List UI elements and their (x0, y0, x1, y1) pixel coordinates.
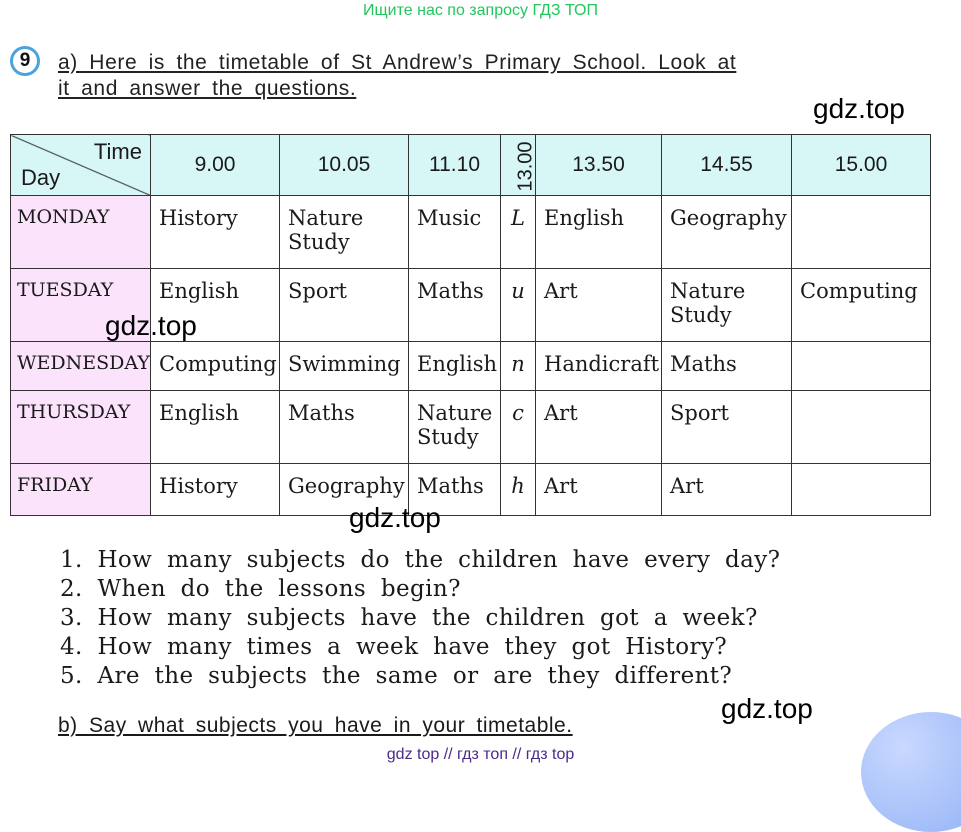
subject-cell (792, 342, 931, 391)
subject-cell: Art (536, 464, 662, 516)
subject-cell: Swimming (280, 342, 409, 391)
subject-cell: Maths (280, 391, 409, 464)
watermark: gdz.top (813, 93, 905, 124)
subject-cell: Nature Study (409, 391, 501, 464)
lunch-time-text: 13.00 (514, 140, 537, 192)
question-item: 4. How many times a week have they got History? (60, 634, 728, 660)
subject-cell: English (151, 269, 280, 342)
day-cell: THURSDAY (11, 391, 151, 464)
subject-cell: English (536, 196, 662, 269)
time-header: 14.55 (662, 135, 792, 196)
subject-cell: English (151, 391, 280, 464)
subject-cell: Computing (792, 269, 931, 342)
day-cell: WEDNESDAY (11, 342, 151, 391)
day-cell: FRIDAY (11, 464, 151, 516)
subject-cell: Maths (662, 342, 792, 391)
lunch-letter-cell: u (501, 269, 536, 342)
watermark: gdz.top (105, 310, 197, 341)
time-header: 13.50 (536, 135, 662, 196)
subject-cell: Geography (662, 196, 792, 269)
subject-cell: Art (536, 391, 662, 464)
decorative-blob (861, 712, 961, 832)
table-row (11, 464, 931, 516)
subject-cell: Sport (280, 269, 409, 342)
table-row (11, 342, 931, 391)
lunch-letter-cell: n (501, 342, 536, 391)
day-cell: MONDAY (11, 196, 151, 269)
watermark: gdz.top (349, 502, 441, 533)
time-header: 11.10 (409, 135, 501, 196)
task-a-line1: a) Here is the timetable of St Andrew’s Primary School. Look at (58, 51, 737, 74)
footer-links[interactable]: gdz top // гдз топ // гдз top (386, 746, 575, 763)
time-header: 9.00 (151, 135, 280, 196)
question-item: 3. How many subjects have the children got a week? (60, 605, 758, 631)
task-b: b) Say what subjects you have in your timetable. (58, 714, 573, 737)
subject-cell: English (409, 342, 501, 391)
subject-cell: Geography (280, 464, 409, 516)
subject-cell (792, 391, 931, 464)
subject-cell: Nature Study (280, 196, 409, 269)
subject-cell: Nature Study (662, 269, 792, 342)
table-row (11, 391, 931, 464)
questions-list (60, 546, 780, 691)
subject-cell: Maths (409, 464, 501, 516)
day-cell: TUESDAY (11, 269, 151, 342)
subject-cell: Art (536, 269, 662, 342)
subject-cell (792, 196, 931, 269)
task-a-line2: it and answer the questions. (58, 77, 357, 100)
subject-cell: History (151, 464, 280, 516)
corner-cell (11, 135, 151, 196)
subject-cell: Sport (662, 391, 792, 464)
question-item: 2. When do the lessons begin? (60, 576, 461, 602)
lunch-time-header (501, 135, 536, 196)
watermark: gdz.top (721, 693, 813, 724)
header-row (11, 135, 931, 196)
subject-cell: Handicraft (536, 342, 662, 391)
subject-cell: Maths (409, 269, 501, 342)
subject-cell: Music (409, 196, 501, 269)
time-header: 10.05 (280, 135, 409, 196)
corner-day-label: Day (21, 165, 61, 190)
time-header: 15.00 (792, 135, 931, 196)
exercise-number: 9 (10, 46, 40, 76)
subject-cell: History (151, 196, 280, 269)
question-item: 1. How many subjects do the children have every day? (60, 547, 781, 573)
lunch-letter-cell: L (501, 196, 536, 269)
table-row (11, 196, 931, 269)
lunch-letter-cell: h (501, 464, 536, 516)
question-item: 5. Are the subjects the same or are they different? (60, 663, 733, 689)
corner-time-label: Time (93, 139, 142, 164)
subject-cell: Computing (151, 342, 280, 391)
subject-cell: Art (662, 464, 792, 516)
subject-cell (792, 464, 931, 516)
lunch-letter-cell: c (501, 391, 536, 464)
top-banner: Ищите нас по запросу ГДЗ ТОП (363, 2, 598, 19)
